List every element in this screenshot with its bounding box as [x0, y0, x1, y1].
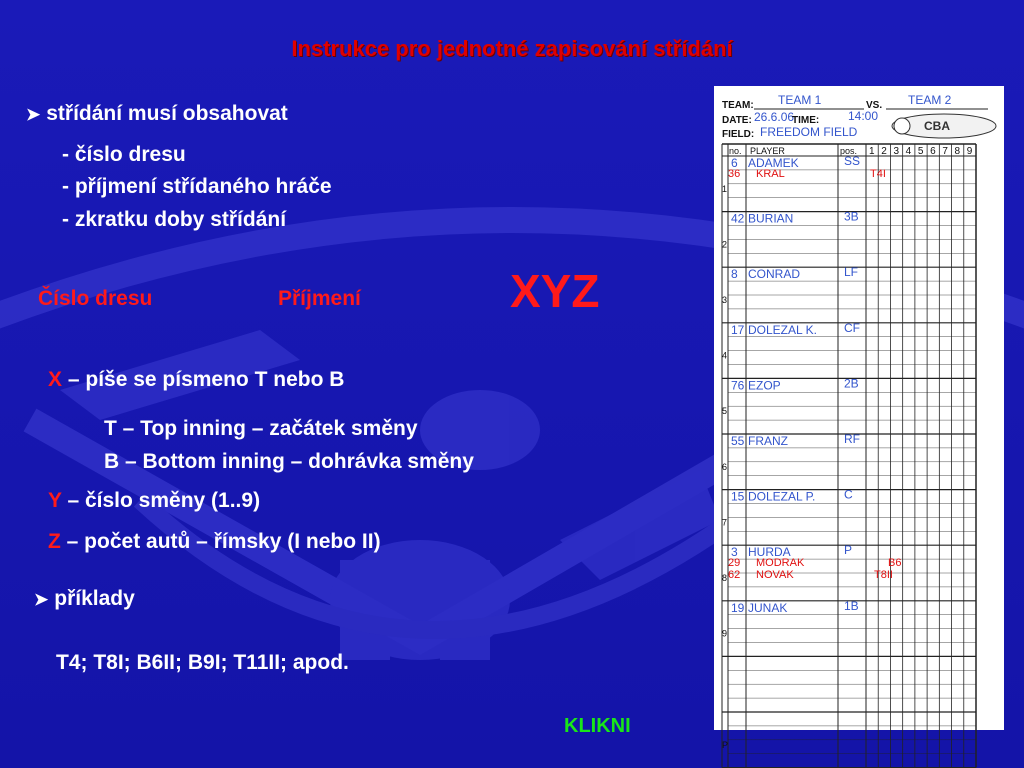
inning-header: 2: [881, 146, 887, 157]
player-number: 19: [731, 600, 745, 615]
player-name: JUNAK: [748, 600, 788, 615]
date-value: 26.6.06: [754, 110, 795, 124]
player-position: C: [844, 487, 853, 502]
arrow-bullet-icon: ➤: [26, 105, 41, 124]
column-player-header: PLAYER: [750, 146, 785, 156]
batting-order: 2: [722, 239, 728, 250]
column-pos-header: pos.: [840, 146, 858, 156]
scoresheet-image: [714, 86, 1004, 750]
batting-order: P: [722, 739, 729, 750]
field-label: FIELD:: [722, 129, 755, 140]
x-explanation: [48, 368, 344, 392]
z-letter: Z: [48, 530, 61, 553]
sub-number: 29: [728, 557, 741, 570]
scoresheet-graphic: [714, 86, 1004, 750]
player-name: CONRAD: [748, 267, 801, 282]
player-name: FRANZ: [748, 434, 788, 448]
inning-header: 9: [966, 146, 973, 157]
inning-header: 5: [917, 146, 924, 157]
inning-header: 7: [942, 146, 948, 157]
column-no-header: no.: [729, 146, 742, 156]
team2-name: TEAM 2: [908, 93, 952, 107]
player-number: 15: [731, 489, 745, 504]
player-number: 3: [731, 545, 738, 560]
player-position: SS: [844, 154, 861, 168]
z-explanation: [48, 530, 381, 554]
player-name: DOLEZAL K.: [748, 322, 817, 337]
sub-player-name: KRAL: [756, 168, 785, 180]
sub-player-name: NOVAK: [756, 569, 794, 582]
batting-order: 1: [722, 183, 728, 194]
content-item-jersey: - číslo dresu: [62, 143, 186, 166]
date-label: DATE:: [722, 115, 752, 126]
player-position: P: [844, 543, 853, 558]
player-position: RF: [844, 432, 860, 446]
content-item-surname: - příjmení střídaného hráče: [62, 175, 332, 198]
time-value: 14:00: [848, 109, 879, 123]
player-number: 8: [731, 267, 738, 282]
format-surname-label: Příjmení: [278, 287, 361, 310]
player-number: 42: [731, 211, 745, 226]
sub-code: T8II: [874, 569, 893, 582]
sub-player-name: MODRAK: [756, 557, 805, 570]
y-explanation: [48, 489, 260, 513]
batting-order: 3: [722, 295, 728, 305]
player-name: ADAMEK: [748, 156, 799, 170]
player-number: 17: [731, 322, 745, 337]
player-name: BURIAN: [748, 211, 794, 226]
batting-order: 8: [722, 573, 728, 583]
player-position: LF: [844, 265, 859, 280]
y-letter: Y: [48, 489, 62, 512]
sub-number: 62: [728, 569, 741, 582]
arrow-bullet-icon: ➤: [34, 590, 49, 609]
team-label: TEAM:: [722, 100, 754, 111]
bullet-contents: [26, 102, 288, 126]
time-label: TIME:: [792, 115, 820, 126]
b-explanation: B – Bottom inning – dohrávka směny: [104, 450, 474, 473]
player-position: 1B: [844, 598, 859, 613]
slide-title: Instrukce pro jednotné zapisování střídání: [291, 36, 733, 61]
bullet-examples: [34, 587, 135, 611]
player-number: 6: [731, 156, 738, 170]
click-link[interactable]: KLIKNI: [564, 715, 631, 737]
vs-label: VS.: [866, 100, 883, 111]
inning-header: 4: [905, 146, 912, 157]
y-text: – číslo směny (1..9): [61, 489, 261, 512]
player-name: DOLEZAL P.: [748, 489, 816, 504]
batting-order: 9: [722, 628, 728, 639]
batting-order: 7: [722, 517, 728, 528]
player-position: 3B: [844, 209, 859, 224]
league-logo-text: CBA: [924, 119, 950, 133]
format-code-label: XYZ: [510, 265, 600, 317]
player-name: HURDA: [748, 545, 791, 560]
team1-name: TEAM 1: [778, 93, 822, 107]
t-explanation: T – Top inning – začátek směny: [104, 417, 418, 440]
inning-header: 8: [954, 146, 961, 157]
sub-code: B6: [888, 557, 902, 570]
bullet-contents-heading: střídání musí obsahovat: [46, 102, 288, 125]
examples-text: T4; T8I; B6II; B9I; T11II; apod.: [56, 651, 349, 674]
inning-header: 6: [930, 146, 936, 157]
player-position: CF: [844, 320, 860, 335]
content-item-abbreviation: - zkratku doby střídání: [62, 208, 287, 231]
batting-order: 4: [722, 350, 728, 361]
batting-order: 5: [722, 406, 728, 417]
batting-order: 6: [722, 461, 728, 472]
player-name: EZOP: [748, 378, 781, 393]
sub-code: T4I: [870, 168, 886, 180]
format-jersey-label: Číslo dresu: [38, 287, 153, 310]
baseball-logo-icon: [894, 118, 910, 134]
z-text: – počet autů – římsky (I nebo II): [60, 530, 381, 553]
x-letter: X: [48, 368, 63, 391]
field-value: FREEDOM FIELD: [760, 125, 858, 139]
inning-header: 1: [869, 146, 875, 157]
x-text: – píše se písmeno T nebo B: [62, 368, 345, 391]
sub-number: 36: [728, 168, 741, 180]
player-number: 55: [731, 434, 745, 448]
bullet-examples-heading: příklady: [54, 587, 135, 610]
inning-header: 3: [893, 146, 900, 157]
player-position: 2B: [844, 376, 859, 391]
player-number: 76: [731, 378, 745, 393]
